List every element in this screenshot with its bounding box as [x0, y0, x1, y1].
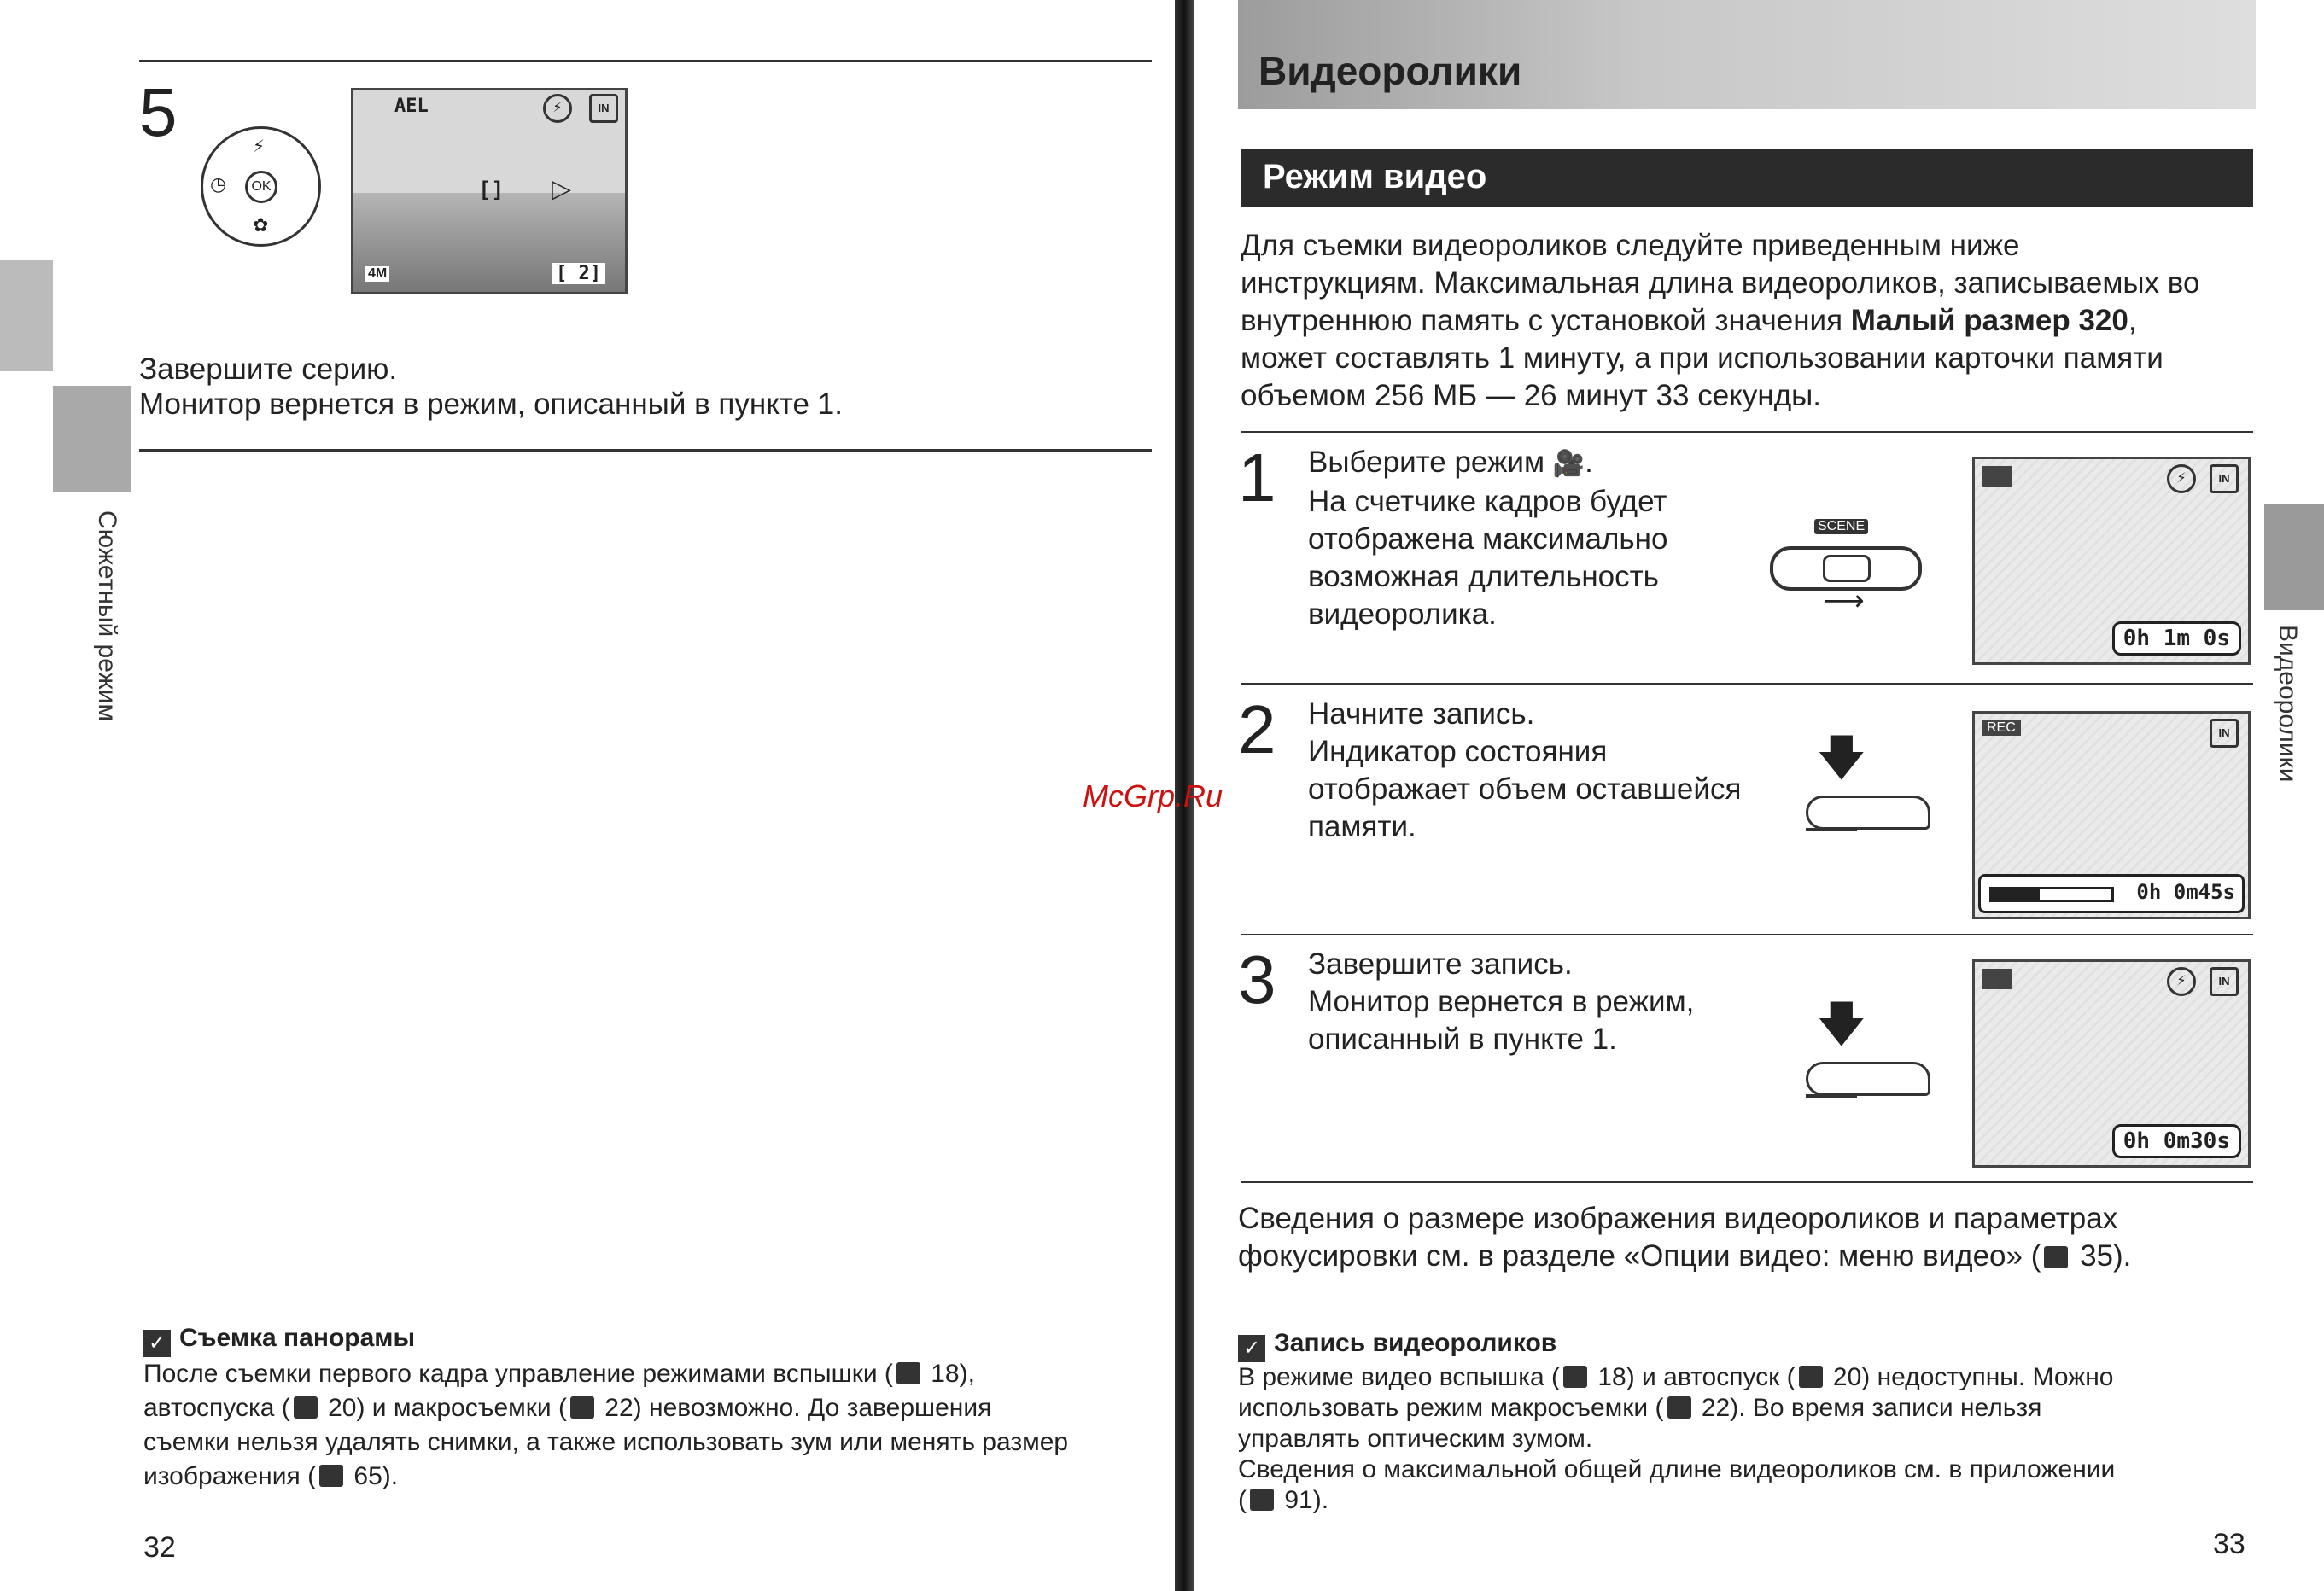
shutter-press-illustration: [1801, 731, 1930, 836]
page-ref-icon: [1250, 1489, 1274, 1511]
step-2-line-4: памяти.: [1308, 810, 1416, 843]
note-panorama-line-4: изображения ( 65).: [143, 1462, 399, 1490]
finger-icon: [1806, 1062, 1930, 1096]
note-movie-line-3: управлять оптическим зумом.: [1238, 1425, 1593, 1453]
monitor-screen-step-2: [1972, 711, 2251, 919]
step-1-line-5: видеоролика.: [1308, 597, 1497, 631]
flash-off-icon: ⚡: [543, 94, 572, 123]
macro-icon: ✿: [253, 214, 269, 236]
note-panorama: [143, 1320, 1168, 1494]
page-ref-icon: [1799, 1366, 1823, 1388]
ael-indicator: AEL: [394, 96, 429, 117]
shutter-button-icon: [1806, 1094, 1857, 1098]
step-1-title: Выберите режим 🎥.: [1308, 446, 1593, 479]
note-panorama-line-2: автоспуска ( 20) и макросъемки ( 22) невозможно. До завершения: [143, 1394, 992, 1422]
step-5-title: Завершите серию.: [139, 353, 398, 386]
mode-switch-illustration: [1763, 488, 1925, 617]
rec-indicator: REC: [1982, 720, 2021, 736]
ok-button-icon: OK: [245, 171, 277, 203]
monitor-screen-step-3: [1972, 959, 2251, 1168]
slide-arrow-icon: ⟶: [1823, 585, 1865, 617]
memory-status-bar: [1978, 874, 2245, 913]
flash-icon: ⚡: [253, 137, 266, 156]
step-2-rule: [1241, 934, 2253, 935]
mode-switch-knob-icon: [1823, 555, 1871, 582]
side-tab-right: [2264, 504, 2324, 610]
step-3-line-3: описанный в пункте 1.: [1308, 1023, 1617, 1056]
down-arrow-icon: 🡇: [1817, 997, 1866, 1051]
movie-length-counter: 0h 1m 0s: [2112, 621, 2241, 656]
movie-indicator-icon: [1982, 969, 2012, 989]
down-arrow-icon: 🡇: [1817, 731, 1866, 784]
intro-paragraph: [1241, 227, 2257, 415]
movie-length-counter: 0h 0m30s: [2112, 1124, 2241, 1158]
shutter-press-illustration-2: [1801, 997, 1930, 1103]
page-ref-icon: [294, 1396, 318, 1419]
internal-memory-icon: IN: [2210, 967, 2239, 996]
pan-direction-arrow-icon: ▷: [552, 175, 572, 203]
note-panorama-title: Съемка панорамы: [179, 1324, 416, 1352]
intro-line-1: Для съемки видеороликов следуйте приведенным ниже: [1241, 229, 2020, 262]
page-ref-icon: [319, 1465, 343, 1487]
watermark: McGrp.Ru: [1083, 778, 1223, 813]
movie-indicator-icon: [1982, 466, 2012, 487]
movie-mode-icon: 🎥: [1552, 450, 1585, 478]
shutter-button-icon: [1806, 828, 1857, 831]
remaining-time-counter: 0h 0m45s: [2136, 880, 2235, 904]
step-3-title: Завершите запись.: [1308, 947, 1573, 981]
side-tab-gray-1: [0, 260, 53, 371]
step-1-line-4: возможная длительность: [1308, 560, 1659, 593]
note-movie-line-5: ( 91).: [1238, 1486, 1329, 1514]
step-5-bottom-rule: [139, 449, 1152, 452]
step-2-line-2: Индикатор состояния: [1308, 735, 1608, 768]
step-2-number: 2: [1238, 691, 1276, 767]
frame-counter: [ 2]: [552, 263, 605, 284]
step-3-line-2: Монитор вернется в режим,: [1308, 985, 1695, 1018]
step-1-text: [1308, 444, 1667, 633]
finger-icon: [1806, 796, 1930, 830]
steps-top-rule: [1241, 431, 2253, 433]
steps-bottom-rule: [1241, 1181, 2253, 1183]
info-line-2: фокусировки см. в разделе «Опции видео: меню видео» ( 35).: [1238, 1239, 2132, 1273]
page-ref-icon: [1563, 1366, 1587, 1388]
page-ref-icon: [896, 1362, 920, 1384]
section-title-bar: [1241, 149, 2253, 207]
page-ref-icon: [2044, 1246, 2068, 1268]
note-movie-title: Запись видеороликов: [1274, 1329, 1557, 1357]
sidebar-label-left: Сюжетный режим: [93, 510, 121, 722]
note-movie-line-4: Сведения о максимальной общей длине видеороликов см. в приложении: [1238, 1455, 2116, 1483]
self-timer-icon: ◷: [210, 173, 227, 195]
step-1-line-3: отображена максимально: [1308, 522, 1668, 556]
frame-counter-value: 2: [578, 263, 590, 284]
step-2-title: Начните запись.: [1308, 697, 1535, 731]
intro-line-2: инструкциям. Максимальная длина видеороликов, записываемых во: [1241, 266, 2200, 300]
note-movie-line-1: В режиме видео вспышка ( 18) и автоспуск ( 20) недоступны. Можно: [1238, 1363, 2114, 1391]
note-movie-recording: [1238, 1326, 2254, 1516]
internal-memory-icon: IN: [2210, 719, 2239, 748]
note-panorama-line-3: съемки нельзя удалять снимки, а также использовать зум или менять размер: [143, 1428, 1069, 1456]
multi-selector-icon: [201, 126, 321, 247]
flash-off-icon: ⚡: [2167, 967, 2196, 996]
step-1-line-2: На счетчике кадров будет: [1308, 485, 1667, 518]
note-panorama-title-row: [143, 1320, 1168, 1357]
scene-label: SCENE: [1814, 519, 1868, 534]
intro-line-3: внутреннюю память с установкой значения Малый размер 320,: [1241, 304, 2137, 337]
intro-line-4: может составлять 1 минуту, а при использовании карточки памяти: [1241, 341, 2163, 375]
step-2-line-3: отображает объем оставшейся: [1308, 772, 1742, 806]
intro-line-5: объемом 256 МБ — 26 минут 33 секунды.: [1241, 379, 1822, 412]
info-paragraph: [1238, 1200, 2131, 1275]
chapter-title: Видеоролики: [1258, 49, 1522, 93]
page-ref-icon: [1667, 1396, 1691, 1419]
page-number-left: 32: [143, 1531, 176, 1564]
monitor-screen-panorama: [351, 88, 628, 294]
note-icon: ✓: [143, 1330, 171, 1357]
step-2-text: [1308, 696, 1741, 846]
note-movie-title-row: [1238, 1326, 2254, 1362]
flash-off-icon: ⚡: [2167, 464, 2196, 493]
monitor-screen-step-1: [1972, 457, 2251, 665]
sidebar-label-right: Видеоролики: [2274, 625, 2302, 783]
internal-memory-icon: IN: [2210, 464, 2239, 493]
top-rule-left: [139, 60, 1152, 62]
step-5-text: Монитор вернется в режим, описанный в пункте 1.: [139, 388, 843, 421]
note-movie-line-2: использовать режим макросъемки ( 22). Во время записи нельзя: [1238, 1394, 2042, 1422]
memory-remaining-bar: [1989, 887, 2114, 902]
step-3-number: 3: [1238, 941, 1276, 1017]
side-tab-gray-2: [53, 386, 131, 492]
info-line-1: Сведения о размере изображения видеороликов и параметрах: [1238, 1202, 2118, 1235]
page-number-right: 33: [2213, 1528, 2245, 1560]
step-1-number: 1: [1238, 440, 1276, 516]
step-1-rule: [1241, 683, 2253, 685]
step-5-number: 5: [139, 74, 178, 150]
image-size-indicator: 4M: [365, 266, 389, 282]
internal-memory-icon: IN: [589, 94, 618, 123]
page-ref-icon: [570, 1396, 594, 1419]
note-panorama-line-1: После съемки первого кадра управление режимами вспышки ( 18),: [143, 1360, 975, 1388]
note-icon: ✓: [1238, 1335, 1265, 1362]
section-title: Режим видео: [1263, 158, 1487, 195]
focus-brackets: [ ]: [482, 178, 501, 201]
step-3-text: [1308, 946, 1694, 1058]
